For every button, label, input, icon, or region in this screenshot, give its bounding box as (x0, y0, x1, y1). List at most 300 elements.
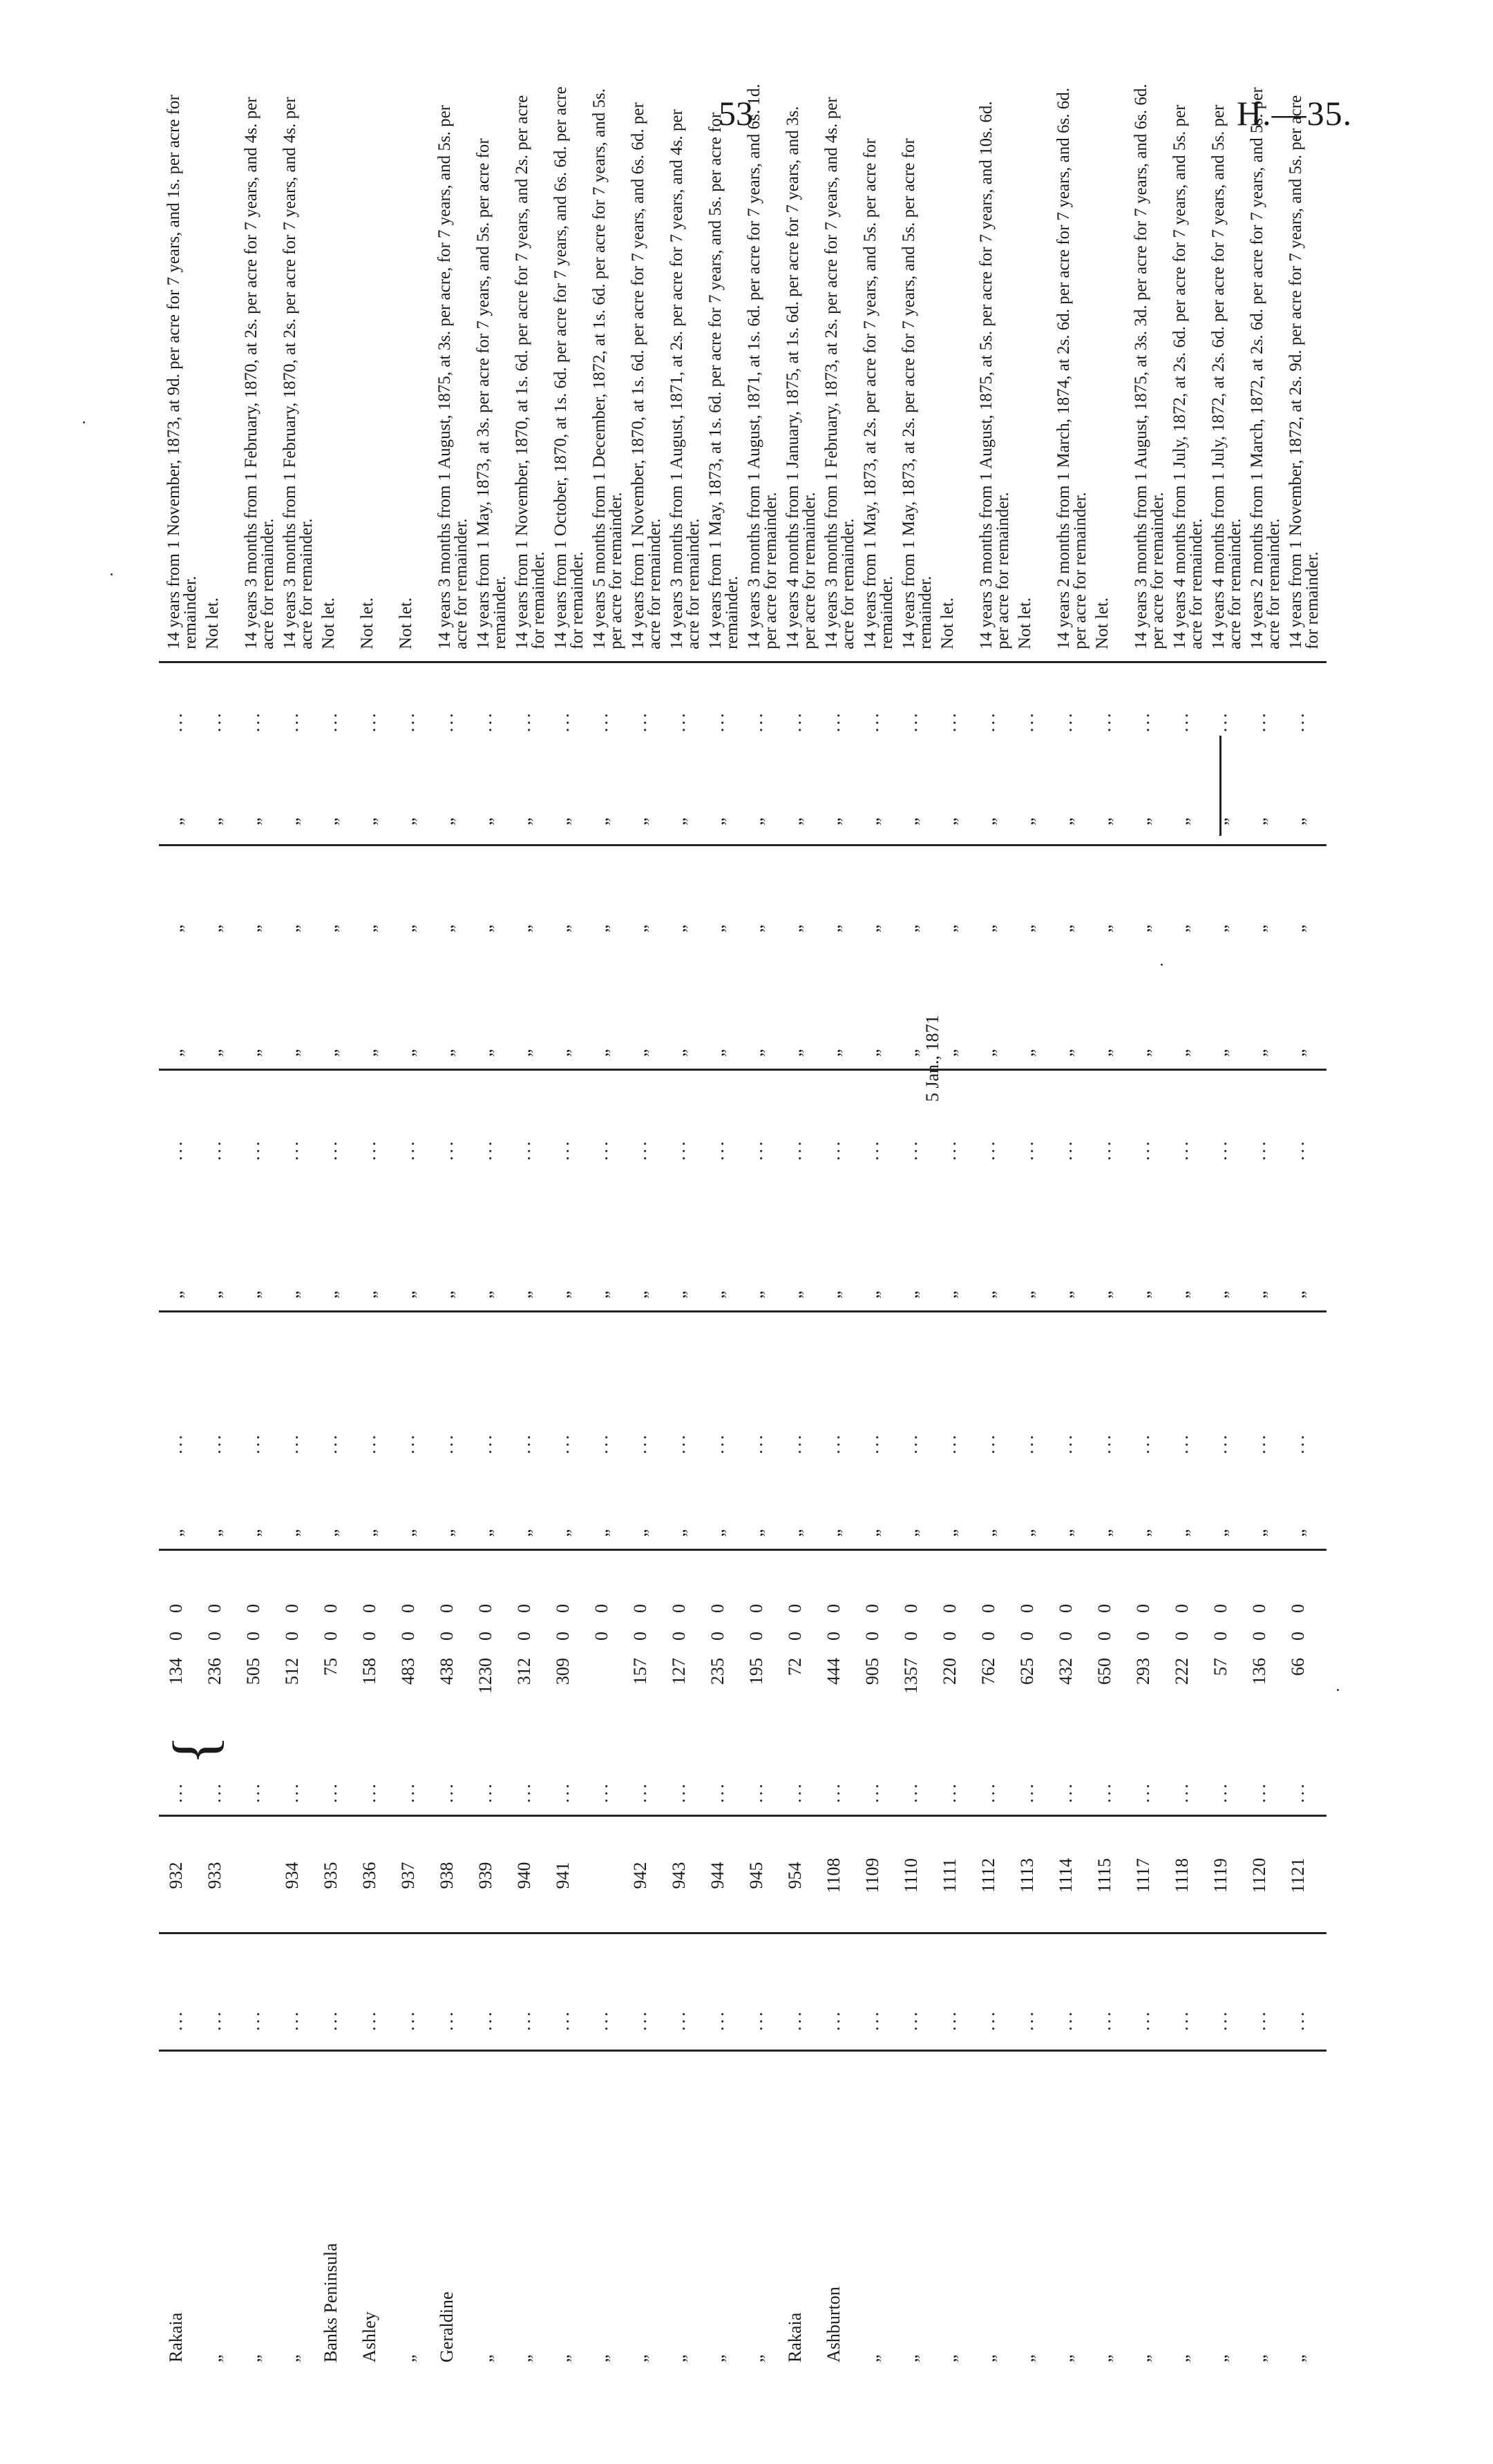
ditto-mark: „ (205, 817, 225, 825)
column-rule (159, 2050, 1326, 2052)
dots: ... (940, 1138, 960, 1161)
print-speck (1337, 1689, 1339, 1691)
dots: ... (1210, 1781, 1230, 1803)
ditto-mark: „ (1094, 1049, 1114, 1057)
ditto-mark: „ (785, 1529, 805, 1537)
ditto-mark: „ (166, 924, 186, 933)
ditto-mark: „ (824, 1290, 844, 1299)
dots: ... (1056, 1781, 1076, 1803)
roods: 0 (398, 1632, 418, 1641)
ditto-mark: „ (707, 1529, 728, 1537)
dots: ... (1249, 1781, 1269, 1803)
lease-terms: Not let. (1016, 598, 1034, 649)
ditto-mark: „ (321, 1049, 341, 1057)
column-rule (159, 844, 1326, 846)
place: „ (1017, 2354, 1037, 2362)
ditto-mark: „ (746, 817, 766, 825)
dots: ... (707, 710, 728, 732)
ditto-mark: „ (1056, 817, 1076, 825)
ditto-mark: „ (901, 1529, 921, 1537)
dots: ... (243, 1781, 263, 1803)
roods: 0 (243, 1632, 263, 1641)
lease-terms: 14 years 3 months from 1 August, 1875, at 3s. 3d. per acre for 7 years, and 6s. 6d. per acre for remainder. (1132, 84, 1167, 649)
dots: ... (978, 2009, 998, 2031)
column-rule (159, 1069, 1326, 1071)
roods: 0 (901, 1632, 921, 1641)
section-number: 1119 (1210, 1857, 1230, 1893)
ditto-mark: „ (1210, 1049, 1230, 1057)
dots: ... (359, 1138, 379, 1161)
dots: ... (1288, 1781, 1308, 1803)
lease-terms: 14 years 3 months from 1 February, 1873, at 2s. per acre for 7 years, and 4s. per acre for remainder. (822, 97, 857, 649)
dots: ... (437, 2009, 457, 2031)
ditto-mark: „ (282, 924, 302, 933)
dots: ... (282, 710, 302, 732)
ditto-mark: „ (243, 924, 263, 933)
ditto-mark: „ (1210, 924, 1230, 933)
ditto-mark: „ (1056, 924, 1076, 933)
ditto-mark: „ (1056, 1049, 1076, 1057)
dots: ... (1017, 710, 1037, 732)
area-acres: 75 (321, 1658, 341, 1676)
dots: ... (707, 1138, 728, 1161)
dots: ... (940, 1432, 960, 1454)
ditto-mark: „ (1210, 1290, 1230, 1299)
perches: 0 (978, 1604, 998, 1613)
roods: 0 (785, 1632, 805, 1641)
area-acres: 309 (553, 1658, 573, 1685)
ditto-mark: „ (398, 1529, 418, 1537)
dots: ... (475, 1432, 495, 1454)
ditto-mark: „ (282, 817, 302, 825)
dots: ... (359, 1781, 379, 1803)
dots: ... (785, 710, 805, 732)
ditto-mark: „ (398, 1049, 418, 1057)
lease-terms: 14 years 3 months from 1 August, 1875, at 5s. per acre for 7 years, and 10s. 6d. per acre for remainder. (977, 101, 1012, 649)
place: „ (707, 2354, 728, 2362)
ditto-mark: „ (978, 1290, 998, 1299)
area-acres: 432 (1056, 1658, 1076, 1685)
perches: 0 (1288, 1604, 1308, 1613)
ditto-mark: „ (707, 924, 728, 933)
dots: ... (1249, 2009, 1269, 2031)
ditto-mark: „ (437, 1290, 457, 1299)
ditto-mark: „ (359, 1529, 379, 1537)
ditto-mark: „ (1172, 1290, 1192, 1299)
area-acres: 57 (1210, 1658, 1230, 1676)
dots: ... (901, 2009, 921, 2031)
roods: 0 (1249, 1632, 1269, 1641)
perches: 0 (475, 1604, 495, 1613)
dots: ... (591, 1781, 611, 1803)
ditto-mark: „ (437, 1049, 457, 1057)
dots: ... (707, 1432, 728, 1454)
area-acres: 136 (1249, 1658, 1269, 1685)
roods: 0 (669, 1632, 689, 1641)
perches: 0 (1172, 1604, 1192, 1613)
ditto-mark: „ (282, 1529, 302, 1537)
ditto-mark: „ (166, 1529, 186, 1537)
dots: ... (1288, 1432, 1308, 1454)
roods: 0 (1094, 1632, 1114, 1641)
roods: 0 (630, 1632, 650, 1641)
dots: ... (1017, 1138, 1037, 1161)
perches: 0 (1094, 1604, 1114, 1613)
section-number: 1114 (1056, 1857, 1076, 1893)
lease-terms: 14 years from 1 November, 1870, at 1s. 6d. per acre for 7 years, and 2s. per acre for remainder. (513, 95, 548, 649)
section-number: 935 (321, 1862, 341, 1889)
ditto-mark: „ (1288, 1049, 1308, 1057)
place: „ (901, 2354, 921, 2362)
ditto-mark: „ (940, 924, 960, 933)
dots: ... (437, 1781, 457, 1803)
ditto-mark: „ (1249, 924, 1269, 933)
print-speck (83, 421, 85, 423)
perches: 0 (901, 1604, 921, 1613)
dots: ... (901, 1432, 921, 1454)
area-acres: 483 (398, 1658, 418, 1685)
ditto-mark: „ (205, 1049, 225, 1057)
ditto-mark: „ (1210, 817, 1230, 825)
ditto-mark: „ (243, 1049, 263, 1057)
area-acres: 438 (437, 1658, 457, 1685)
dots: ... (707, 1781, 728, 1803)
print-speck (111, 573, 113, 575)
ditto-mark: „ (166, 1290, 186, 1299)
dots: ... (940, 710, 960, 732)
perches: 0 (166, 1604, 186, 1613)
section-number: 1109 (862, 1857, 882, 1893)
place: Banks Peninsula (321, 2243, 341, 2362)
dots: ... (475, 1781, 495, 1803)
ditto-mark: „ (553, 1049, 573, 1057)
dots: ... (475, 1138, 495, 1161)
dots: ... (359, 1432, 379, 1454)
roods: 0 (1288, 1632, 1308, 1641)
dots: ... (630, 2009, 650, 2031)
perches: 0 (205, 1604, 225, 1613)
place: „ (282, 2354, 302, 2362)
ditto-mark: „ (398, 817, 418, 825)
roods: 0 (862, 1632, 882, 1641)
ditto-mark: „ (785, 1290, 805, 1299)
ditto-mark: „ (940, 1529, 960, 1537)
perches: 0 (514, 1604, 534, 1613)
dots: ... (746, 2009, 766, 2031)
ditto-mark: „ (1094, 1290, 1114, 1299)
dots: ... (824, 1432, 844, 1454)
report-code: H.—35. (1237, 94, 1353, 133)
dots: ... (978, 1432, 998, 1454)
section-number: 933 (205, 1862, 225, 1889)
ditto-mark: „ (940, 1290, 960, 1299)
section-number: 1112 (978, 1857, 998, 1893)
ditto-mark: „ (1017, 924, 1037, 933)
section-number: 937 (398, 1862, 418, 1889)
perches: 0 (321, 1604, 341, 1613)
ditto-mark: „ (359, 924, 379, 933)
dots: ... (1172, 1138, 1192, 1161)
section-number: 932 (166, 1862, 186, 1889)
roods: 0 (824, 1632, 844, 1641)
ditto-mark: „ (1172, 1049, 1192, 1057)
place: „ (553, 2354, 573, 2362)
dots: ... (475, 710, 495, 732)
dots: ... (1094, 1781, 1114, 1803)
roods: 0 (707, 1632, 728, 1641)
ditto-mark: „ (1017, 1049, 1037, 1057)
area-acres: 220 (940, 1658, 960, 1685)
dots: ... (398, 1781, 418, 1803)
ditto-mark: „ (630, 817, 650, 825)
ditto-mark: „ (1133, 924, 1153, 933)
roods: 0 (514, 1632, 534, 1641)
area-acres: 312 (514, 1658, 534, 1685)
roods: 0 (1056, 1632, 1076, 1641)
dots: ... (553, 710, 573, 732)
dots: ... (1249, 1138, 1269, 1161)
place: „ (514, 2354, 534, 2362)
ditto-mark: „ (746, 924, 766, 933)
dots: ... (978, 710, 998, 732)
roods: 0 (1017, 1632, 1037, 1641)
dots: ... (901, 1138, 921, 1161)
dots: ... (824, 2009, 844, 2031)
dots: ... (824, 1781, 844, 1803)
dots: ... (205, 710, 225, 732)
dots: ... (785, 1432, 805, 1454)
dots: ... (1288, 2009, 1308, 2031)
dots: ... (630, 1138, 650, 1161)
dots: ... (1017, 1432, 1037, 1454)
ditto-mark: „ (707, 1290, 728, 1299)
area-acres: 158 (359, 1658, 379, 1685)
area-acres: 1230 (475, 1658, 495, 1694)
ditto-mark: „ (669, 1049, 689, 1057)
section-number: 944 (707, 1862, 728, 1889)
dots: ... (205, 2009, 225, 2031)
dots: ... (359, 2009, 379, 2031)
ditto-mark: „ (862, 924, 882, 933)
ditto-mark: „ (591, 1529, 611, 1537)
ditto-mark: „ (746, 1290, 766, 1299)
dots: ... (746, 710, 766, 732)
area-acres: 625 (1017, 1658, 1037, 1685)
ditto-mark: „ (978, 1049, 998, 1057)
section-number: 942 (630, 1862, 650, 1889)
area-acres: 1357 (901, 1658, 921, 1694)
ditto-mark: „ (475, 924, 495, 933)
ditto-mark: „ (398, 1290, 418, 1299)
roods: 0 (746, 1632, 766, 1641)
dots: ... (321, 1432, 341, 1454)
lease-terms: 14 years 3 months from 1 August, 1875, at 3s. per acre, for 7 years, and 5s. per acre for remainder. (435, 104, 470, 649)
ditto-mark: „ (901, 924, 921, 933)
ditto-mark: „ (205, 924, 225, 933)
ditto-mark: „ (1172, 1529, 1192, 1537)
dots: ... (978, 1781, 998, 1803)
place: „ (591, 2354, 611, 2362)
dots: ... (1210, 1432, 1230, 1454)
section-number: 1111 (940, 1858, 960, 1893)
perches: 0 (1210, 1604, 1230, 1613)
lease-terms: 14 years from 1 November, 1870, at 1s. 6d. per acre for 7 years, and 6s. 6d. per acre for remainder. (629, 102, 664, 649)
ditto-mark: „ (940, 817, 960, 825)
perches: 0 (1249, 1604, 1269, 1613)
dots: ... (514, 1138, 534, 1161)
place: „ (1172, 2354, 1192, 2362)
area-acres: 157 (630, 1658, 650, 1685)
lease-terms: 14 years from 1 May, 1873, at 2s. per acre for 7 years, and 5s. per acre for remainder. (861, 138, 896, 649)
area-acres: 505 (243, 1658, 263, 1685)
lease-terms: 14 years 3 months from 1 February, 1870, at 2s. per acre for 7 years, and 4s. per acre for remainder. (242, 97, 277, 649)
perches: 0 (359, 1604, 379, 1613)
section-number: 941 (553, 1862, 573, 1889)
land-register-table (145, 69, 1333, 2376)
roods: 0 (205, 1632, 225, 1641)
dots: ... (669, 710, 689, 732)
ditto-mark: „ (785, 924, 805, 933)
ditto-mark: „ (1288, 924, 1308, 933)
ditto-mark: „ (553, 817, 573, 825)
dots: ... (166, 1138, 186, 1161)
ditto-mark: „ (359, 817, 379, 825)
ditto-mark: „ (205, 1290, 225, 1299)
ditto-mark: „ (901, 1049, 921, 1057)
area-acres: 444 (824, 1658, 844, 1685)
perches: 0 (282, 1604, 302, 1613)
ditto-mark: „ (437, 924, 457, 933)
ditto-mark: „ (824, 1049, 844, 1057)
dots: ... (591, 710, 611, 732)
dots: ... (785, 1138, 805, 1161)
dots: ... (321, 710, 341, 732)
dots: ... (862, 1138, 882, 1161)
roods: 0 (1210, 1632, 1230, 1641)
place: „ (1288, 2354, 1308, 2362)
section-number: 954 (785, 1862, 805, 1889)
dots: ... (630, 1432, 650, 1454)
area-acres: 195 (746, 1658, 766, 1685)
ditto-mark: „ (1249, 1049, 1269, 1057)
place: „ (1056, 2354, 1076, 2362)
place: Geraldine (437, 2291, 457, 2362)
perches: 0 (940, 1604, 960, 1613)
ditto-mark: „ (475, 1290, 495, 1299)
ditto-mark: „ (1249, 1290, 1269, 1299)
perches: 0 (398, 1604, 418, 1613)
place: Ashburton (824, 2286, 844, 2362)
dots: ... (669, 1781, 689, 1803)
dots: ... (978, 1138, 998, 1161)
section-number: 943 (669, 1862, 689, 1889)
section-number: 1117 (1133, 1857, 1153, 1893)
dots: ... (398, 1138, 418, 1161)
roods: 0 (978, 1632, 998, 1641)
area-acres: 512 (282, 1658, 302, 1685)
place: „ (1133, 2354, 1153, 2362)
ditto-mark: „ (514, 817, 534, 825)
place: „ (1094, 2354, 1114, 2362)
dots: ... (746, 1781, 766, 1803)
ditto-mark: „ (1172, 817, 1192, 825)
ditto-mark: „ (1133, 1529, 1153, 1537)
dots: ... (1133, 2009, 1153, 2031)
place: „ (1210, 2354, 1230, 2362)
ditto-mark: „ (282, 1049, 302, 1057)
ditto-mark: „ (630, 924, 650, 933)
roods: 0 (475, 1632, 495, 1641)
column-rule (159, 1310, 1326, 1312)
dots: ... (630, 710, 650, 732)
area-acres: 236 (205, 1658, 225, 1685)
section-number: 945 (746, 1862, 766, 1889)
area-acres: 905 (862, 1658, 882, 1685)
dots: ... (1210, 2009, 1230, 2031)
ditto-mark: „ (475, 817, 495, 825)
ditto-mark: „ (630, 1049, 650, 1057)
page-number: 53 (719, 94, 753, 133)
ditto-mark: „ (321, 1290, 341, 1299)
roods: 0 (1172, 1632, 1192, 1641)
dots: ... (1210, 1138, 1230, 1161)
dots: ... (282, 1781, 302, 1803)
lease-terms: 14 years from 1 May, 1873, at 3s. per acre for 7 years, and 5s. per acre for remainder. (474, 138, 509, 649)
dots: ... (785, 1781, 805, 1803)
lease-terms: 14 years from 1 May, 1873, at 1s. 6d. per acre for 7 years, and 5s. per acre for remainder. (706, 112, 741, 649)
ditto-mark: „ (824, 817, 844, 825)
lease-terms: 14 years from 1 November, 1873, at 9d. per acre for 7 years, and 1s. per acre for remainder. (164, 95, 200, 649)
ditto-mark: „ (669, 817, 689, 825)
lease-terms: Not let. (358, 598, 377, 649)
dots: ... (321, 2009, 341, 2031)
dots: ... (1094, 1138, 1114, 1161)
place: „ (669, 2354, 689, 2362)
dots: ... (166, 1432, 186, 1454)
ditto-mark: „ (1056, 1290, 1076, 1299)
ditto-mark: „ (1133, 817, 1153, 825)
dots: ... (553, 1138, 573, 1161)
dots: ... (359, 710, 379, 732)
ditto-mark: „ (205, 1529, 225, 1537)
ditto-mark: „ (591, 1049, 611, 1057)
ditto-mark: „ (785, 817, 805, 825)
perches: 0 (1017, 1604, 1037, 1613)
dots: ... (398, 1432, 418, 1454)
ditto-mark: „ (514, 924, 534, 933)
dots: ... (940, 2009, 960, 2031)
dots: ... (591, 2009, 611, 2031)
dots: ... (437, 1432, 457, 1454)
area-acres: 134 (166, 1658, 186, 1685)
ditto-mark: „ (1210, 1529, 1230, 1537)
perches: 0 (669, 1604, 689, 1613)
lease-terms: 14 years 3 months from 1 August, 1871, at 1s. 6d. per acre for 7 years, and 6s. 1d. per acre for remainder. (745, 84, 780, 649)
section-number: 1110 (901, 1857, 921, 1893)
dots: ... (1210, 710, 1230, 732)
perches: 0 (824, 1604, 844, 1613)
roods: 0 (940, 1632, 960, 1641)
ditto-mark: „ (359, 1290, 379, 1299)
perches: 0 (862, 1604, 882, 1613)
place: „ (1249, 2354, 1269, 2362)
dots: ... (1249, 710, 1269, 732)
row-brace: { (161, 1735, 229, 1765)
dots: ... (1094, 1432, 1114, 1454)
ditto-mark: „ (862, 1529, 882, 1537)
section-number: 934 (282, 1862, 302, 1889)
ditto-mark: „ (1017, 817, 1037, 825)
